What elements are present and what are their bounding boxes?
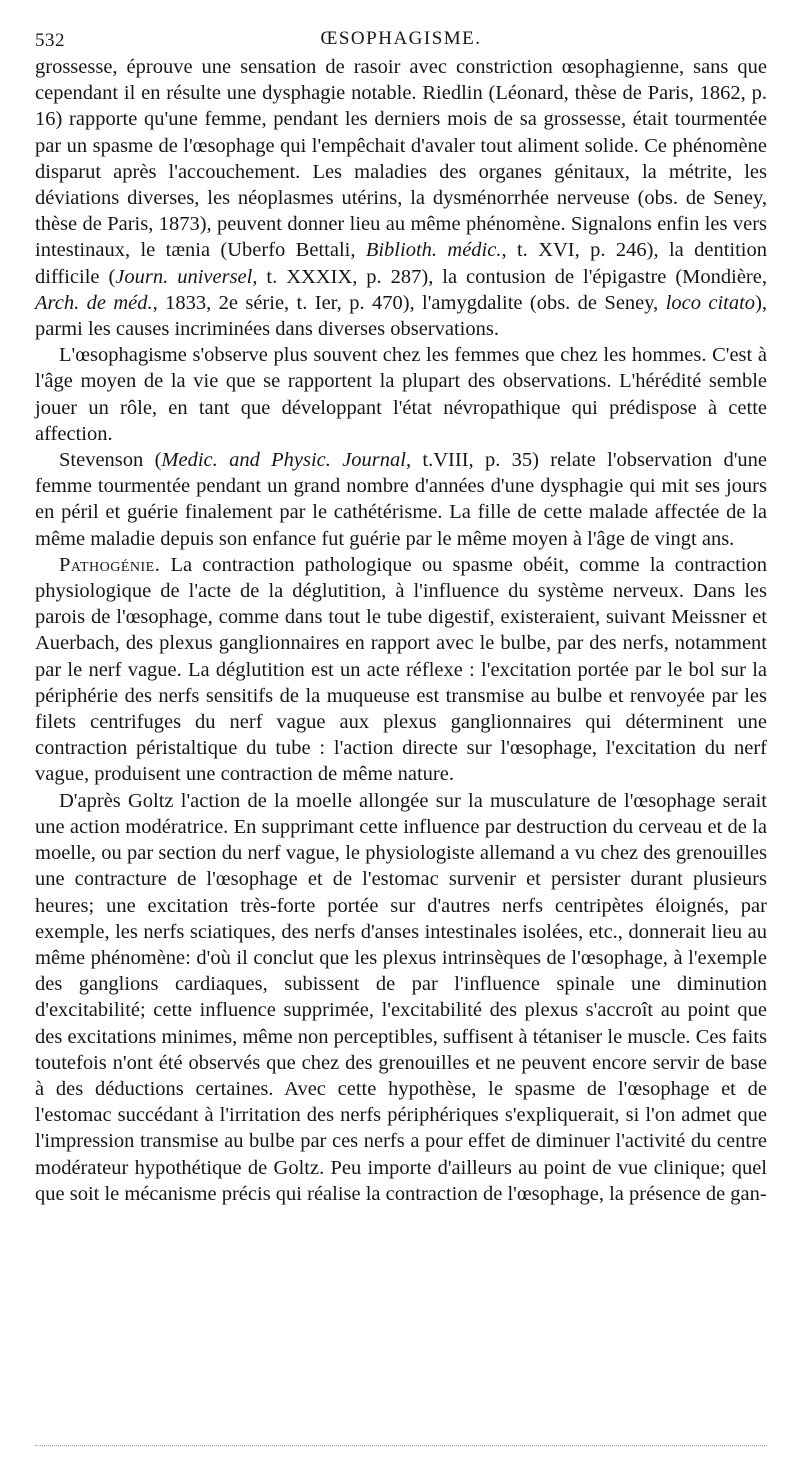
body-text (35, 54, 767, 1207)
citation-title: Medic. and Physic. Journal (161, 449, 406, 472)
text-run: , t. XVI, p. 246), la dentition difficile ( (35, 239, 768, 288)
section-heading: Pathogénie. (59, 553, 161, 576)
text-run: , 1833, 2e série, t. Ier, p. 470), l'amygdalite (obs. de Seney, (152, 291, 666, 314)
running-title: ŒSOPHAGISME. (320, 28, 482, 49)
citation-title: loco citato (665, 291, 756, 314)
book-page (35, 24, 767, 1207)
text-run: D'après Goltz l'action de la moelle allongée sur la musculature de l'œsophage serait une action modératrice. En supprimant cette influence par destruction du cerveau et de la moelle, ou par section du nerf vague, le physiologiste allemand a vu chez des grenouilles une contracture de l'œsophage et de l'estomac survenir et persister durant plusieurs heures; une excitation très-forte portée sur d'autres nerfs centripètes éloignés, par exemple, les nerfs sciatiques, des nerfs d'anses intestinales isolées, etc., donnerait lieu au même phénomène: d'où il conclut que les plexus intrinsèques de l'œsophage, à l'exemple des ganglions cardiaques, subissent de par l'influence spinale une diminution d'excitabilité; cette influence supprimée, l'excitabilité des plexus s'accroît au point que des excitations minimes, même non perceptibles, suffisent à tétaniser le muscle. Ces faits toutefois n'ont été observés que chez des grenouilles et ne peuvent encore servir de base à des déductions certaines. Avec cette hypothèse, le spasme de l'œsophage et de l'estomac succédant à l'irritation des nerfs périphériques s'expliquerait, si l'on admet que l'impression transmise au bulbe par ces nerfs a pour effet de diminuer l'activité du centre modérateur hypothétique de Goltz. Peu importe d'ailleurs au point de vue clinique; quel que soit le mécanisme précis qui réalise la contraction de l'œsophage, la présence de gan- (35, 789, 767, 1205)
paragraph-etiology-causes (35, 54, 767, 342)
text-run: Stevenson ( (59, 449, 162, 472)
page-number: 532 (35, 30, 65, 51)
text-run: ), parmi les causes incriminées dans diverses observations. (35, 291, 768, 341)
citation-title: Arch. de méd. (35, 291, 153, 314)
page-header (35, 24, 767, 54)
paragraph-pathogenie (35, 552, 767, 788)
paragraph-goltz-theory (35, 788, 767, 1207)
text-run: La contraction pathologique ou spasme obéit, comme la contraction physiologique de l'acte de la déglutition, à l'influence du système nerveux. Dans les parois de l'œsophage, comme dans tout le tube digestif, existeraient, suivant Meissner et Auerbach, des plexus ganglionnaires en rapport avec le bulbe, par des nerfs, notamment par le nerf vague. La déglutition est un acte réflexe : l'excitation portée par le bol sur la périphérie des nerfs sensitifs de la muqueuse est transmise au bulbe et renvoyée par les filets centrifuges du nerf vague aux plexus ganglionnaires qui déterminent une contraction péristaltique du tube : l'action directe sur l'œsophage, l'excitation du nerf vague, produisent une contraction de même nature. (35, 553, 767, 786)
text-run: , t. XXXIX, p. 287), la contusion de l'épigastre (Mondière, (252, 265, 767, 288)
paragraph-sex-age-heredity (35, 342, 767, 447)
citation-title: Biblioth. médic. (365, 239, 502, 262)
text-run: , t.VIII, p. 35) relate l'observation d'une femme tourmentée pendant un grand nombre d'années d'une dysphagie qui mit ses jours en péril et guérie finalement par le cathétérisme. La fille de cette malade affectée de la même maladie depuis son enfance fut guérie par le même moyen à l'âge de vingt ans. (35, 449, 768, 550)
paragraph-stevenson-case (35, 447, 767, 552)
citation-title: Journ. universel (115, 265, 253, 288)
footer-dotted-rule (35, 1445, 767, 1446)
text-run: L'œsophagisme s'observe plus souvent chez les femmes que chez les hommes. C'est à l'âge moyen de la vie que se rapportent la plupart des observations. L'hérédité semble jouer un rôle, en tant que développant l'état névropathique qui prédispose à cette affection. (35, 344, 767, 445)
text-run: grossesse, éprouve une sensation de rasoir avec constriction œsophagienne, sans que cependant il en résulte une dysphagie notable. Riedlin (Léonard, thèse de Paris, 1862, p. 16) rapporte qu'une femme, pendant les derniers mois de sa grossesse, était tourmentée par un spasme de l'œsophage qui l'empêchait d'avaler tout aliment solide. Ce phénomène disparut après l'accouchement. Les maladies des organes génitaux, la métrite, les déviations diverses, les néoplasmes utérins, la dysménorrhée nerveuse (obs. de Seney, thèse de Paris, 1873), peuvent donner lieu au même phénomène. Signalons enfin les vers intestinaux, le tænia (Uberfo Bettali, (35, 56, 767, 262)
